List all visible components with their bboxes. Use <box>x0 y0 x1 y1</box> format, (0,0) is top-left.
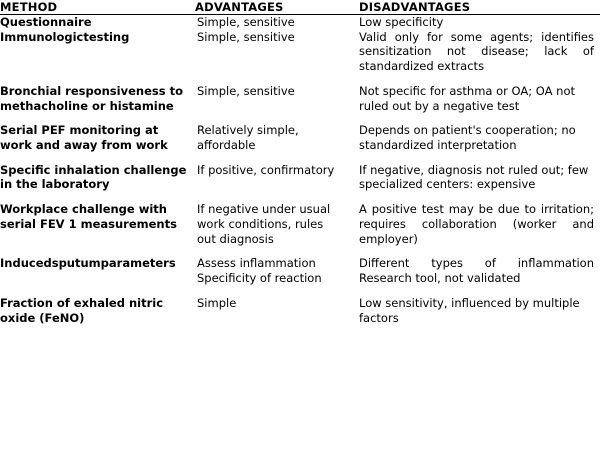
table-row <box>0 74 600 113</box>
cell-method: Serial PEF monitoring at work and away from work <box>0 123 168 153</box>
cell-disadvantages: If negative, diagnosis not ruled out; few specialized centers: expensive <box>359 162 589 192</box>
table-row <box>0 286 600 325</box>
cell-disadvantages: Low specificity <box>359 15 444 29</box>
table-row <box>0 246 600 285</box>
cell-advantages: Relatively simple, affordable <box>197 123 299 153</box>
cell-advantages: If positive, confirmatory <box>197 162 335 177</box>
cell-method: Specific inhalation challenge in the laboratory <box>0 162 187 192</box>
cell-advantages: Simple, sensitive <box>197 15 295 29</box>
table-row <box>0 30 600 74</box>
cell-method: Inducedsputumparameters <box>0 256 176 271</box>
table-row <box>0 113 600 152</box>
table-row <box>0 15 600 30</box>
column-header-method: METHOD <box>0 0 195 15</box>
cell-disadvantages: A positive test may be due to irritation; requires collaboration (worker and employer) <box>359 202 594 246</box>
column-header-advantages: ADVANTAGES <box>195 0 353 15</box>
cell-disadvantages: Not specific for asthma or OA; OA not ruled out by a negative test <box>359 83 575 113</box>
cell-method: Workplace challenge with serial FEV 1 measurements <box>0 202 177 231</box>
cell-advantages: Simple, sensitive <box>197 83 295 98</box>
cell-method: Questionnaire <box>0 15 92 29</box>
cell-method: Bronchial responsiveness to methacholine or histamine <box>0 83 183 113</box>
cell-disadvantages: Valid only for some agents; identifies sensitization not disease; lack of standardized extracts <box>359 29 594 74</box>
cell-disadvantages: Low sensitivity, influenced by multiple factors <box>359 295 580 325</box>
column-header-disadvantages: DISADVANTAGES <box>353 0 600 15</box>
cell-disadvantages: Depends on patient's cooperation; no standardized interpretation <box>359 123 576 153</box>
table-row <box>0 153 600 192</box>
cell-advantages: Simple, sensitive <box>197 29 295 44</box>
table-row <box>0 192 600 246</box>
table-header-row <box>0 0 600 15</box>
cell-advantages: If negative under usual work conditions, rules out diagnosis <box>197 202 331 246</box>
cell-method: Fraction of exhaled nitric oxide (FeNO) <box>0 295 164 325</box>
cell-advantages: Simple <box>197 295 237 310</box>
cell-advantages: Assess inflammation Specificity of reaction <box>197 256 322 286</box>
cell-method: Immunologictesting <box>0 29 130 44</box>
cell-disadvantages: Different types of inflammation Research tool, not validated <box>359 256 594 286</box>
